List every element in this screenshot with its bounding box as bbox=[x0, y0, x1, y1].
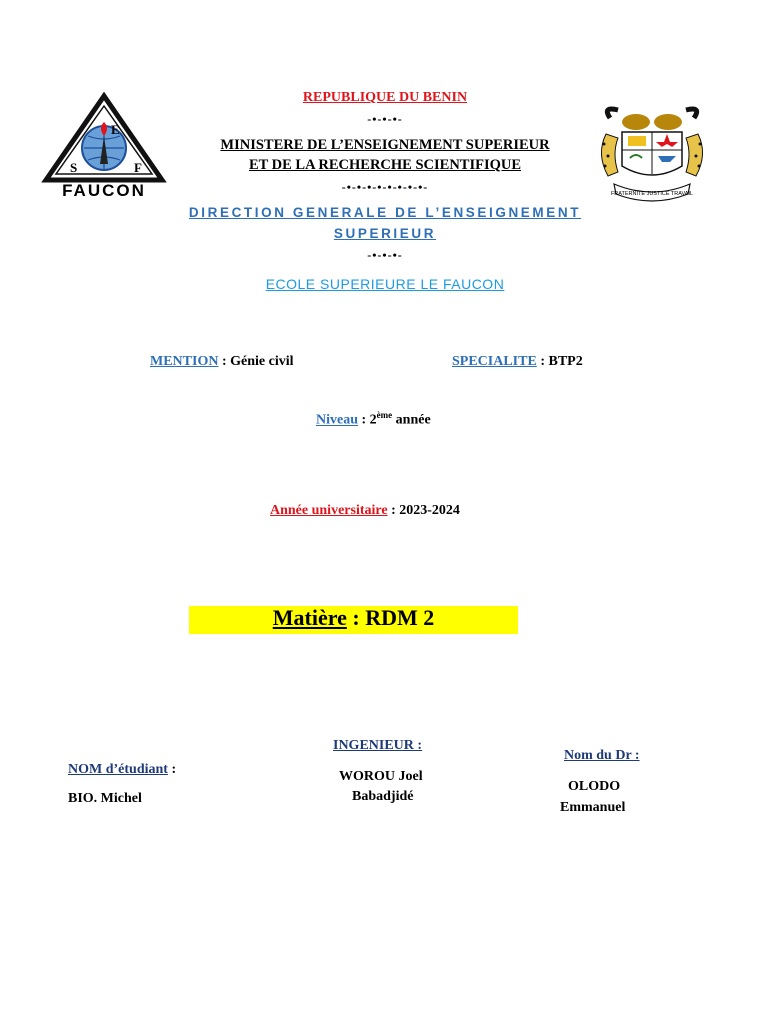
separator-3: -•-•-•- bbox=[367, 248, 403, 262]
logo-letter-s: S bbox=[70, 160, 78, 175]
specialite-label: SPECIALITE bbox=[452, 354, 537, 369]
specialite-field: SPECIALITE : BTP2 bbox=[452, 354, 583, 369]
annee-label: Année universitaire bbox=[270, 503, 388, 518]
direction-line-2: SUPERIEUR bbox=[333, 226, 437, 241]
school-name: ECOLE SUPERIEURE LE FAUCON bbox=[265, 276, 505, 292]
subject-title: Matière : RDM 2 bbox=[272, 605, 435, 630]
niveau-superscript: ème bbox=[376, 410, 393, 420]
separator-1: -•-•-•- bbox=[367, 112, 403, 126]
student-name: BIO. Michel bbox=[68, 791, 142, 806]
mention-field: MENTION : Génie civil bbox=[150, 354, 294, 369]
annee-field: Année universitaire : 2023-2024 bbox=[270, 503, 460, 518]
mention-value: Génie civil bbox=[230, 354, 294, 369]
student-label-row: NOM d’étudiant : bbox=[68, 762, 177, 777]
logo-letter-e: E bbox=[111, 122, 120, 137]
niveau-field: Niveau : 2ème année bbox=[316, 410, 431, 428]
logo-letter-f: F bbox=[134, 160, 142, 175]
engineer-name-line-2: Babadjidé bbox=[352, 789, 414, 804]
subject-value: RDM 2 bbox=[365, 605, 435, 630]
republic-title: REPUBLIQUE DU BENIN bbox=[302, 90, 468, 105]
direction-line-1: DIRECTION GENERALE DE L’ENSEIGNEMENT bbox=[188, 205, 582, 220]
ministry-line-2: ET DE LA RECHERCHE SCIENTIFIQUE bbox=[248, 157, 522, 173]
separator-2: -•-•-•-•-•-•-•-•- bbox=[341, 180, 429, 194]
subject-label: Matière bbox=[272, 605, 347, 630]
specialite-value: BTP2 bbox=[548, 354, 583, 369]
ministry-line-1: MINISTERE DE L’ENSEIGNEMENT SUPERIEUR bbox=[220, 137, 550, 153]
niveau-number: 2 bbox=[369, 412, 377, 428]
annee-value: 2023-2024 bbox=[399, 503, 460, 518]
student-label: NOM d’étudiant bbox=[68, 762, 168, 777]
doctor-label: Nom du Dr : bbox=[564, 748, 640, 763]
engineer-name-line-1: WOROU Joel bbox=[339, 769, 423, 784]
logo-name: FAUCON bbox=[62, 181, 146, 200]
doctor-name-line-2: Emmanuel bbox=[560, 800, 626, 815]
mention-label: MENTION bbox=[150, 354, 219, 369]
engineer-label: INGENIEUR : bbox=[333, 738, 423, 753]
coat-of-arms-motto: FRATERNITE JUSTICE TRAVAIL bbox=[610, 191, 694, 197]
niveau-word: année bbox=[395, 412, 431, 428]
niveau-label: Niveau bbox=[316, 412, 358, 428]
doctor-name-line-1: OLODO bbox=[568, 779, 621, 794]
